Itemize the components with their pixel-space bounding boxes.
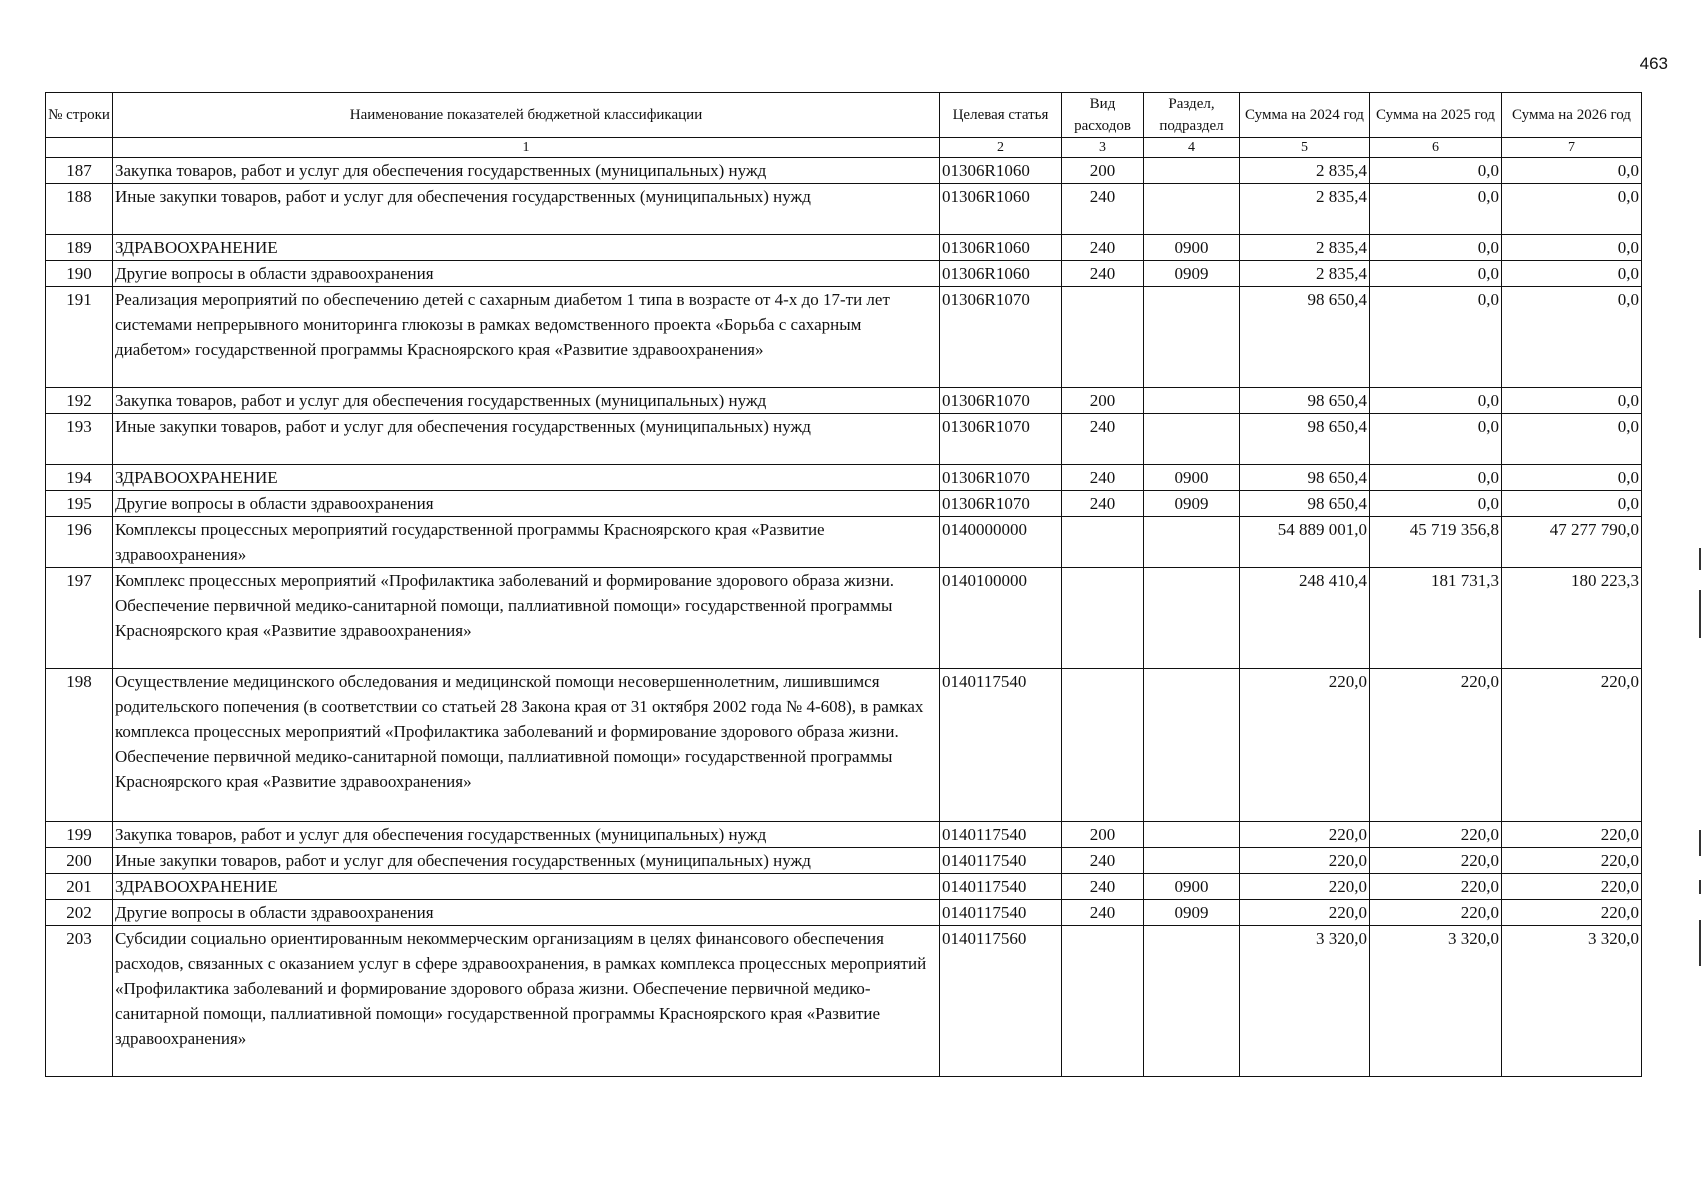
row-target-code: 0140117540	[940, 822, 1062, 848]
scan-edge-mark	[1699, 590, 1701, 638]
row-section: 0909	[1144, 900, 1240, 926]
row-number: 195	[46, 491, 113, 517]
column-index: 6	[1370, 138, 1502, 158]
row-sum-2025: 0,0	[1370, 261, 1502, 287]
row-target-code: 01306R1070	[940, 491, 1062, 517]
row-sum-2026: 220,0	[1502, 874, 1642, 900]
row-name: Иные закупки товаров, работ и услуг для обеспечения государственных (муниципальных) нужд	[113, 848, 940, 874]
row-expense-type: 240	[1062, 184, 1144, 235]
row-sum-2025: 220,0	[1370, 669, 1502, 822]
row-expense-type: 200	[1062, 158, 1144, 184]
row-target-code: 01306R1070	[940, 388, 1062, 414]
row-target-code: 01306R1060	[940, 158, 1062, 184]
row-section	[1144, 568, 1240, 669]
row-expense-type: 240	[1062, 491, 1144, 517]
table-row	[46, 517, 1642, 568]
column-index: 4	[1144, 138, 1240, 158]
row-number: 203	[46, 926, 113, 1077]
row-sum-2024: 220,0	[1240, 669, 1370, 822]
table-row	[46, 874, 1642, 900]
row-number: 193	[46, 414, 113, 465]
row-sum-2024: 98 650,4	[1240, 414, 1370, 465]
scan-edge-mark	[1699, 548, 1701, 570]
row-target-code: 01306R1060	[940, 235, 1062, 261]
row-sum-2026: 0,0	[1502, 287, 1642, 388]
row-expense-type: 240	[1062, 900, 1144, 926]
row-number: 189	[46, 235, 113, 261]
row-sum-2025: 0,0	[1370, 184, 1502, 235]
table-row	[46, 900, 1642, 926]
row-section	[1144, 848, 1240, 874]
row-target-code: 0140000000	[940, 517, 1062, 568]
row-sum-2025: 220,0	[1370, 900, 1502, 926]
header-razdel: Раздел, подраздел	[1144, 93, 1240, 138]
table-row	[46, 465, 1642, 491]
row-section: 0900	[1144, 235, 1240, 261]
row-expense-type: 200	[1062, 822, 1144, 848]
row-sum-2026: 0,0	[1502, 465, 1642, 491]
row-expense-type: 240	[1062, 848, 1144, 874]
row-name: Другие вопросы в области здравоохранения	[113, 900, 940, 926]
table-row	[46, 158, 1642, 184]
row-name: ЗДРАВООХРАНЕНИЕ	[113, 235, 940, 261]
column-index-blank	[46, 138, 113, 158]
row-target-code: 0140117540	[940, 669, 1062, 822]
row-sum-2026: 0,0	[1502, 261, 1642, 287]
row-expense-type: 240	[1062, 874, 1144, 900]
column-index-row	[46, 138, 1642, 158]
row-sum-2026: 220,0	[1502, 848, 1642, 874]
row-name: Субсидии социально ориентированным некоммерческим организациям в целях финансового обеспечения расходов, связанных с оказанием услуг в сфере здравоохранения, в рамках комплекса процессных мероприятий «Профилактика заболеваний и формирование здорового образа жизни. Обеспечение первичной медико-санитарной помощи, паллиативной помощи» государственной программы Красноярского края «Развитие здравоохранения»	[113, 926, 940, 1077]
row-section: 0900	[1144, 874, 1240, 900]
row-section	[1144, 926, 1240, 1077]
row-target-code: 0140100000	[940, 568, 1062, 669]
row-section	[1144, 158, 1240, 184]
scan-edge-mark	[1699, 880, 1701, 894]
row-sum-2024: 54 889 001,0	[1240, 517, 1370, 568]
row-target-code: 01306R1070	[940, 414, 1062, 465]
row-expense-type	[1062, 517, 1144, 568]
row-sum-2026: 0,0	[1502, 184, 1642, 235]
row-name: Иные закупки товаров, работ и услуг для обеспечения государственных (муниципальных) нужд	[113, 184, 940, 235]
header-sum-2024: Сумма на 2024 год	[1240, 93, 1370, 138]
row-sum-2026: 220,0	[1502, 900, 1642, 926]
header-sum-2026: Сумма на 2026 год	[1502, 93, 1642, 138]
row-name: Другие вопросы в области здравоохранения	[113, 491, 940, 517]
row-sum-2024: 98 650,4	[1240, 491, 1370, 517]
table-row	[46, 235, 1642, 261]
header-name: Наименование показателей бюджетной классификации	[113, 93, 940, 138]
header-vid: Вид расходов	[1062, 93, 1144, 138]
row-number: 191	[46, 287, 113, 388]
table-row	[46, 388, 1642, 414]
row-sum-2025: 0,0	[1370, 414, 1502, 465]
row-name: Осуществление медицинского обследования и медицинской помощи несовершеннолетним, лишившимся родительского попечения (в соответствии со статьей 28 Закона края от 31 октября 2002 года № 4-608), в рамках комплекса процессных мероприятий «Профилактика заболеваний и формирование здорового образа жизни. Обеспечение первичной медико-санитарной помощи, паллиативной помощи» государственной программы Красноярского края «Развитие здравоохранения»	[113, 669, 940, 822]
row-number: 202	[46, 900, 113, 926]
row-expense-type	[1062, 568, 1144, 669]
row-sum-2024: 98 650,4	[1240, 388, 1370, 414]
row-number: 187	[46, 158, 113, 184]
row-target-code: 0140117560	[940, 926, 1062, 1077]
row-sum-2025: 0,0	[1370, 287, 1502, 388]
row-sum-2024: 220,0	[1240, 900, 1370, 926]
row-name: Закупка товаров, работ и услуг для обеспечения государственных (муниципальных) нужд	[113, 822, 940, 848]
row-sum-2025: 0,0	[1370, 158, 1502, 184]
row-target-code: 01306R1060	[940, 184, 1062, 235]
row-expense-type: 240	[1062, 261, 1144, 287]
row-expense-type	[1062, 669, 1144, 822]
row-section	[1144, 287, 1240, 388]
row-number: 188	[46, 184, 113, 235]
row-target-code: 0140117540	[940, 900, 1062, 926]
table-row	[46, 414, 1642, 465]
row-sum-2026: 220,0	[1502, 822, 1642, 848]
row-expense-type	[1062, 926, 1144, 1077]
row-target-code: 01306R1060	[940, 261, 1062, 287]
row-sum-2026: 0,0	[1502, 388, 1642, 414]
column-index: 5	[1240, 138, 1370, 158]
row-name: Иные закупки товаров, работ и услуг для обеспечения государственных (муниципальных) нужд	[113, 414, 940, 465]
row-target-code: 0140117540	[940, 848, 1062, 874]
row-sum-2026: 180 223,3	[1502, 568, 1642, 669]
table-row	[46, 261, 1642, 287]
row-sum-2024: 220,0	[1240, 822, 1370, 848]
table-row	[46, 822, 1642, 848]
row-sum-2025: 3 320,0	[1370, 926, 1502, 1077]
row-sum-2025: 220,0	[1370, 822, 1502, 848]
row-name: Закупка товаров, работ и услуг для обеспечения государственных (муниципальных) нужд	[113, 388, 940, 414]
row-number: 196	[46, 517, 113, 568]
row-expense-type: 240	[1062, 235, 1144, 261]
row-section: 0900	[1144, 465, 1240, 491]
row-section	[1144, 822, 1240, 848]
row-sum-2025: 0,0	[1370, 235, 1502, 261]
row-sum-2024: 2 835,4	[1240, 158, 1370, 184]
row-name: Комплекс процессных мероприятий «Профилактика заболеваний и формирование здорового образа жизни. Обеспечение первичной медико-санитарной помощи, паллиативной помощи» государственной программы Красноярского края «Развитие здравоохранения»	[113, 568, 940, 669]
table-row	[46, 184, 1642, 235]
row-number: 201	[46, 874, 113, 900]
column-index: 3	[1062, 138, 1144, 158]
row-sum-2025: 220,0	[1370, 874, 1502, 900]
row-sum-2026: 47 277 790,0	[1502, 517, 1642, 568]
row-section: 0909	[1144, 261, 1240, 287]
row-number: 194	[46, 465, 113, 491]
column-index: 2	[940, 138, 1062, 158]
header-num: № строки	[46, 93, 113, 138]
row-sum-2026: 0,0	[1502, 491, 1642, 517]
row-target-code: 01306R1070	[940, 287, 1062, 388]
row-name: ЗДРАВООХРАНЕНИЕ	[113, 874, 940, 900]
row-number: 190	[46, 261, 113, 287]
row-expense-type: 240	[1062, 414, 1144, 465]
row-sum-2026: 0,0	[1502, 158, 1642, 184]
row-sum-2025: 0,0	[1370, 491, 1502, 517]
row-section	[1144, 388, 1240, 414]
row-sum-2024: 248 410,4	[1240, 568, 1370, 669]
table-row	[46, 848, 1642, 874]
row-name: Реализация мероприятий по обеспечению детей с сахарным диабетом 1 типа в возрасте от 4-х до 17-ти лет системами непрерывного мониторинга глюкозы в рамках ведомственного проекта «Борьба с сахарным диабетом» государственной программы Красноярского края «Развитие здравоохранения»	[113, 287, 940, 388]
budget-table	[45, 92, 1642, 1077]
column-index: 1	[113, 138, 940, 158]
row-sum-2024: 98 650,4	[1240, 465, 1370, 491]
column-index: 7	[1502, 138, 1642, 158]
row-sum-2025: 45 719 356,8	[1370, 517, 1502, 568]
row-sum-2025: 0,0	[1370, 465, 1502, 491]
table-header-row	[46, 93, 1642, 138]
row-sum-2026: 0,0	[1502, 414, 1642, 465]
row-sum-2026: 220,0	[1502, 669, 1642, 822]
row-target-code: 0140117540	[940, 874, 1062, 900]
row-expense-type: 200	[1062, 388, 1144, 414]
header-sum-2025: Сумма на 2025 год	[1370, 93, 1502, 138]
row-section	[1144, 184, 1240, 235]
table-row	[46, 287, 1642, 388]
page-number: 463	[1639, 54, 1668, 73]
row-number: 198	[46, 669, 113, 822]
row-number: 200	[46, 848, 113, 874]
row-name: Комплексы процессных мероприятий государственной программы Красноярского края «Развитие здравоохранения»	[113, 517, 940, 568]
row-sum-2025: 0,0	[1370, 388, 1502, 414]
row-sum-2024: 220,0	[1240, 874, 1370, 900]
row-sum-2026: 0,0	[1502, 235, 1642, 261]
row-section	[1144, 669, 1240, 822]
scan-edge-mark	[1699, 920, 1701, 966]
table-row	[46, 568, 1642, 669]
row-sum-2024: 2 835,4	[1240, 235, 1370, 261]
row-sum-2024: 98 650,4	[1240, 287, 1370, 388]
row-sum-2024: 3 320,0	[1240, 926, 1370, 1077]
header-target: Целевая статья	[940, 93, 1062, 138]
row-name: ЗДРАВООХРАНЕНИЕ	[113, 465, 940, 491]
row-sum-2024: 220,0	[1240, 848, 1370, 874]
row-sum-2025: 181 731,3	[1370, 568, 1502, 669]
row-number: 197	[46, 568, 113, 669]
row-section: 0909	[1144, 491, 1240, 517]
row-number: 192	[46, 388, 113, 414]
row-sum-2024: 2 835,4	[1240, 184, 1370, 235]
table-row	[46, 926, 1642, 1077]
row-sum-2025: 220,0	[1370, 848, 1502, 874]
row-section	[1144, 517, 1240, 568]
table-body	[46, 158, 1642, 1077]
table-row	[46, 491, 1642, 517]
row-target-code: 01306R1070	[940, 465, 1062, 491]
row-number: 199	[46, 822, 113, 848]
row-sum-2024: 2 835,4	[1240, 261, 1370, 287]
scan-edge-mark	[1699, 830, 1701, 856]
row-name: Закупка товаров, работ и услуг для обеспечения государственных (муниципальных) нужд	[113, 158, 940, 184]
row-sum-2026: 3 320,0	[1502, 926, 1642, 1077]
row-name: Другие вопросы в области здравоохранения	[113, 261, 940, 287]
row-expense-type	[1062, 287, 1144, 388]
row-section	[1144, 414, 1240, 465]
row-expense-type: 240	[1062, 465, 1144, 491]
table-row	[46, 669, 1642, 822]
